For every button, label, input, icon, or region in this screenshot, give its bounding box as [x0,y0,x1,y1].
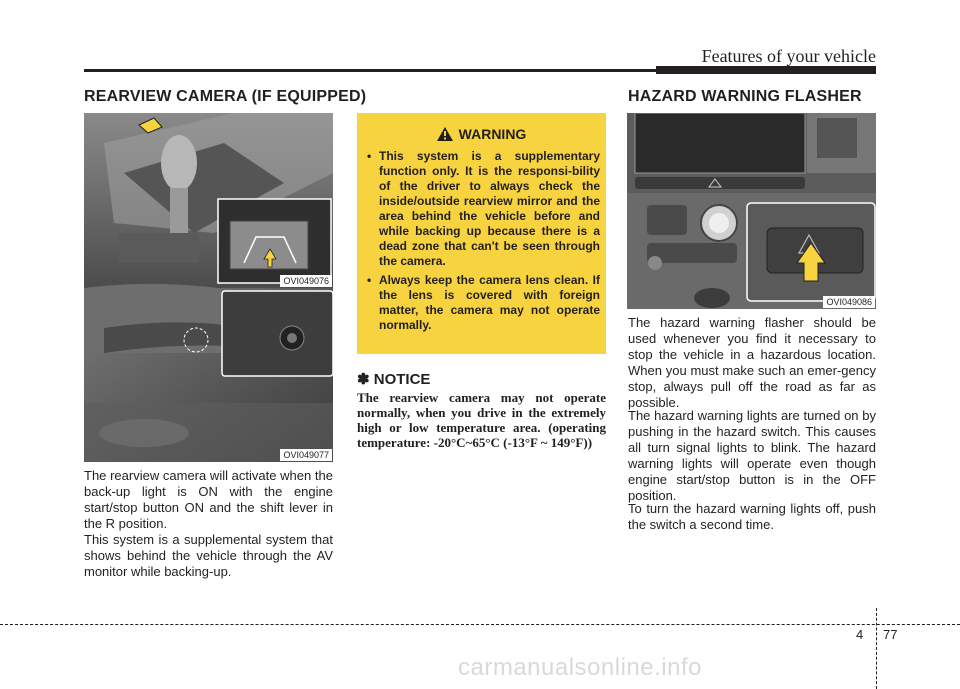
camera-paragraph-1: The rearview camera will activate when the back-up light is ON with the engine start/stop button ON and the shift lever in the R position. [84,468,333,531]
photo-code-hazard: OVI049086 [823,296,875,308]
chapter-number: 4 [856,627,864,642]
warning-box [357,113,606,354]
running-header: Features of your vehicle [701,46,876,66]
hazard-paragraph-2: The hazard warning lights are turned on by pushing in the hazard switch. This causes all turn signal lights to blink. The hazard warning lights will operate even though engine start/stop button is in the OFF position. [628,408,876,503]
warning-item: • Always keep the camera lens clean. If the lens is covered with foreign matter, the camera may not operate normally. [367,273,600,333]
notice-heading: ✽ NOTICE [357,371,431,388]
console-and-trunk-illustration [84,113,333,462]
footer-divider [876,608,877,689]
warning-list [367,149,600,337]
warning-item: • This system is a supplementary function only. It is the responsi-bility of the driver to always check the inside/outside rearview mirror and the area behind the vehicle before and while backing up because there is a dead zone that can't be seen through the camera. [367,149,600,269]
hazard-paragraph-1: The hazard warning flasher should be used whenever you find it necessary to stop the vehicle in a hazardous location. When you must make such an emer-gency stop, always pull off the road as far as possible. [628,315,876,410]
hazard-flasher-heading: HAZARD WARNING FLASHER [628,88,862,105]
warning-title: WARNING [458,126,527,142]
photo-code-trunk: OVI049077 [280,449,332,461]
page-number: 77 [883,627,898,642]
hazard-switch-photo [627,113,876,309]
camera-paragraph-2: This system is a supplemental system that shows behind the vehicle through the AV monitor while backing-up. [84,532,333,579]
photo-code-console: OVI049076 [280,275,332,287]
notice-text: The rearview camera may not operate normally, when you drive in the extremely high or low temperature area. (operating temperature: -20°C~65°C (-13°F ~ 149°F)) [357,390,606,450]
header-tab-bar [656,66,876,74]
rearview-camera-photo [84,113,333,462]
watermark: carmanualsonline.info [458,654,702,681]
warning-heading [357,126,606,144]
dashboard-illustration [627,113,876,309]
rearview-camera-heading: REARVIEW CAMERA (IF EQUIPPED) [84,88,367,105]
warning-triangle-icon [437,127,453,144]
footer-rule [0,624,960,625]
hazard-paragraph-3: To turn the hazard warning lights off, push the switch a second time. [628,501,876,532]
